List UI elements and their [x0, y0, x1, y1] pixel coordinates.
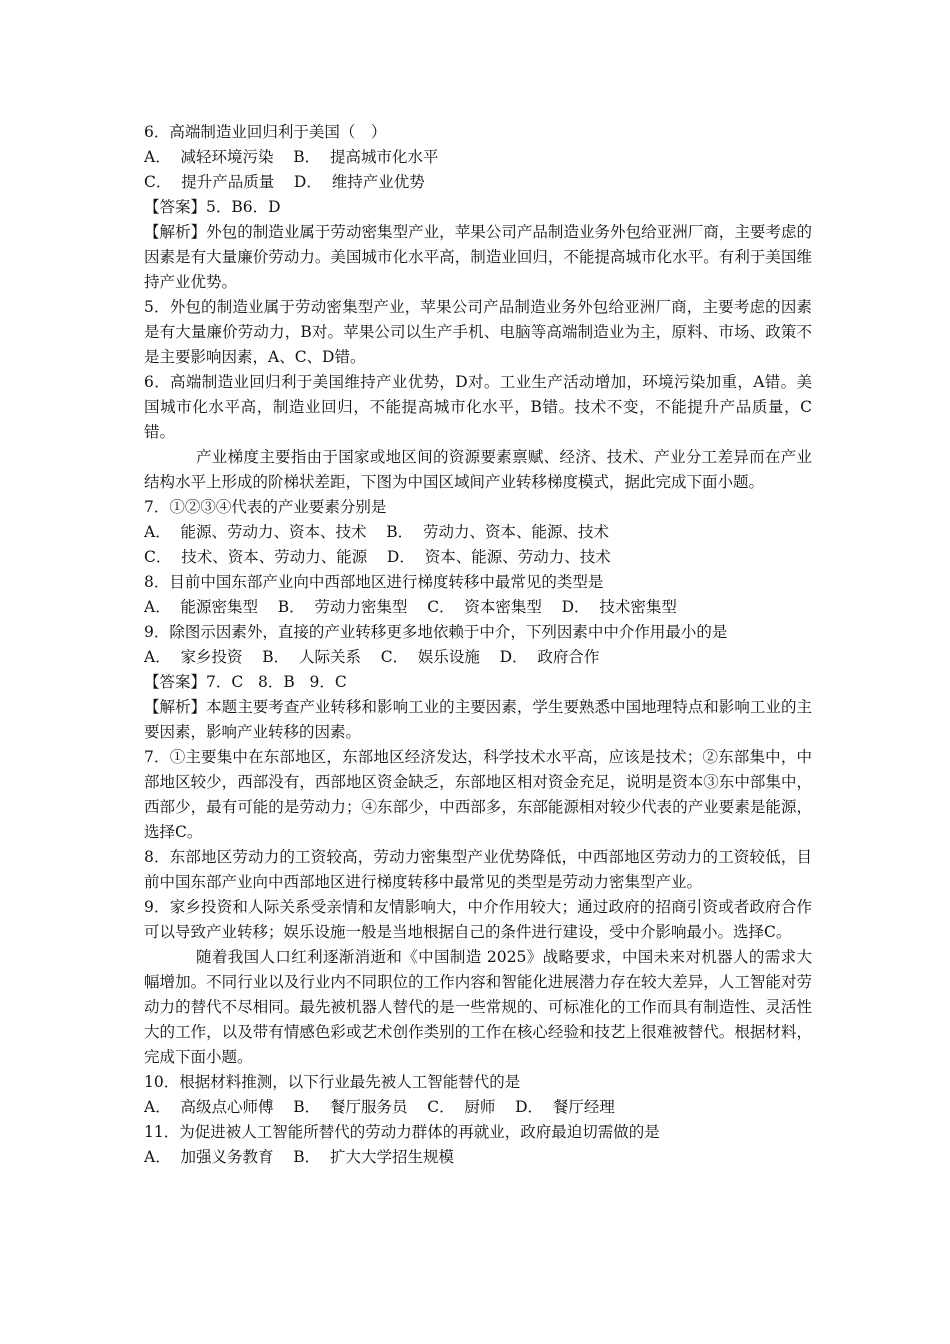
question-8-options: A． 能源密集型 B． 劳动力密集型 C． 资本密集型 D． 技术密集型 — [144, 598, 677, 616]
question-6: 6．高端制造业回归利于美国（ ） — [144, 123, 387, 141]
question-7: 7．①②③④代表的产业要素分别是 — [144, 498, 387, 516]
question-9-options: A． 家乡投资 B． 人际关系 C． 娱乐设施 D． 政府合作 — [144, 648, 600, 666]
question-6-options-ab: A． 减轻环境污染 B． 提高城市化水平 — [144, 148, 439, 166]
question-10: 10．根据材料推测，以下行业最先被人工智能替代的是 — [144, 1073, 521, 1091]
explanation-9: 9．家乡投资和人际关系受亲情和友情影响大，中介作用较大；通过政府的招商引资或者政府合作可以导致产业转移；娱乐设施一般是当地根据自己的条件进行建设，受中介影响最小。选择C。 — [144, 898, 812, 941]
explanation-8: 8．东部地区劳动力的工资较高，劳动力密集型产业优势降低，中西部地区劳动力的工资较低，目前中国东部产业向中西部地区进行梯度转移中最常见的类型是劳动力密集型产业。 — [144, 848, 812, 891]
question-9: 9．除图示因素外，直接的产业转移更多地依赖于中介，下列因素中中介作用最小的是 — [144, 623, 728, 641]
document-body — [144, 120, 812, 1170]
question-8: 8．目前中国东部产业向中西部地区进行梯度转移中最常见的类型是 — [144, 573, 604, 591]
question-10-options: A． 高级点心师傅 B． 餐厅服务员 C． 厨师 D． 餐厅经理 — [144, 1098, 615, 1116]
explanation-6: 6．高端制造业回归利于美国维持产业优势，D对。工业生产活动增加，环境污染加重，A错。美国城市化水平高，制造业回归，不能提高城市化水平，B错。技术不变，不能提升产品质量，C错。 — [144, 373, 812, 441]
question-6-options-cd: C． 提升产品质量 D． 维持产业优势 — [144, 173, 425, 191]
question-11: 11．为促进被人工智能所替代的劳动力群体的再就业，政府最迫切需做的是 — [144, 1123, 660, 1141]
question-11-options-ab: A． 加强义务教育 B． 扩大大学招生规模 — [144, 1148, 455, 1166]
explanation-5: 5．外包的制造业属于劳动密集型产业，苹果公司产品制造业务外包给亚洲厂商，主要考虑的因素是有大量廉价劳动力，B对。苹果公司以生产手机、电脑等高端制造业为主，原料、市场、政策不是主要影响因素，A、C、D错。 — [144, 298, 812, 366]
material-industry-gradient: 产业梯度主要指由于国家或地区间的资源要素禀赋、经济、技术、产业分工差异而在产业结构水平上形成的阶梯状差距，下图为中国区域间产业转移梯度模式，据此完成下面小题。 — [144, 448, 812, 491]
question-7-options-ab: A． 能源、劳动力、资本、技术 B． 劳动力、资本、能源、技术 — [144, 523, 610, 541]
answer-5-6: 【答案】5．B6．D — [144, 198, 281, 216]
material-ai-replacement: 随着我国人口红利逐渐消逝和《中国制造 2025》战略要求，中国未来对机器人的需求大幅增加。不同行业以及行业内不同职位的工作内容和智能化进展潜力存在较大差异，人工智能对劳动力的替代不尽相同。最先被机器人替代的是一些常规的、可标准化的工作而具有制造性、灵活性大的工作，以及带有情感色彩或艺术创作类别的工作在核心经验和技艺上很难被替代。根据材料，完成下面小题。 — [144, 948, 812, 1066]
answer-7-9: 【答案】7．C 8．B 9．C — [144, 673, 347, 691]
analysis-7-9: 【解析】本题主要考查产业转移和影响工业的主要因素，学生要熟悉中国地理特点和影响工业的主要因素，影响产业转移的因素。 — [144, 698, 812, 741]
analysis-5-6: 【解析】外包的制造业属于劳动密集型产业，苹果公司产品制造业务外包给亚洲厂商，主要考虑的因素是有大量廉价劳动力。美国城市化水平高，制造业回归，不能提高城市化水平。有利于美国维持产业优势。 — [144, 223, 812, 291]
explanation-7: 7．①主要集中在东部地区，东部地区经济发达，科学技术水平高，应该是技术；②东部集中，中部地区较少，西部没有，西部地区资金缺乏，东部地区相对资金充足，说明是资本③东中部集中，西部少，最有可能的是劳动力；④东部少，中西部多，东部能源相对较少代表的产业要素是能源，选择C。 — [144, 748, 812, 841]
question-7-options-cd: C． 技术、资本、劳动力、能源 D． 资本、能源、劳动力、技术 — [144, 548, 611, 566]
